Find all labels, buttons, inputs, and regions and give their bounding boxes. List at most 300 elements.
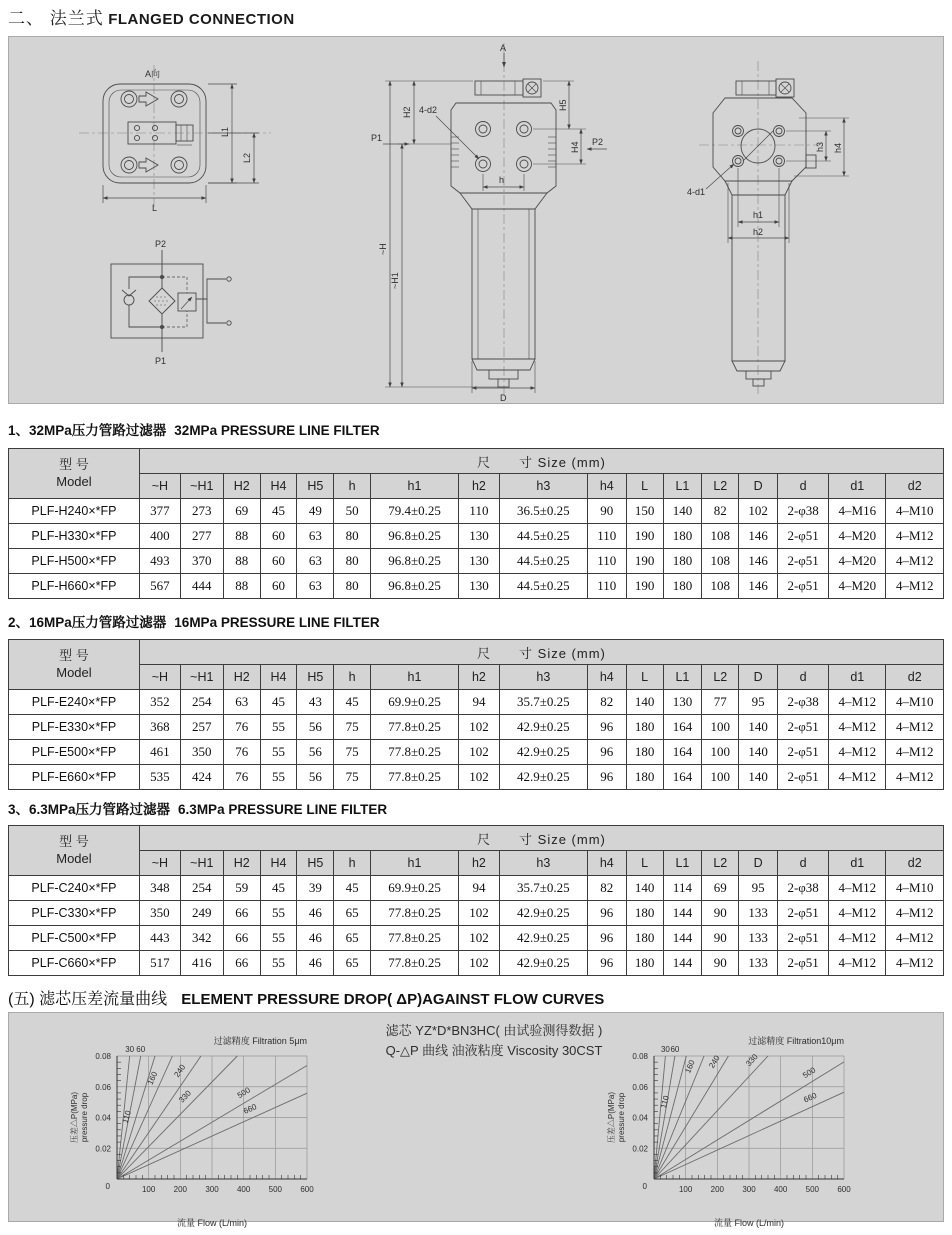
table-cell: 144 (663, 926, 702, 951)
table-cell: 44.5±0.25 (499, 549, 587, 574)
table-cell: 370 (180, 549, 223, 574)
col-header: h (334, 665, 371, 690)
dim-label-h2: h2 (753, 227, 764, 237)
table-cell: 180 (663, 549, 702, 574)
technical-drawing (9, 37, 943, 403)
model-cell: PLF-E330×*FP (9, 715, 140, 740)
table-cell: 90 (702, 901, 739, 926)
model-cell: PLF-E660×*FP (9, 765, 140, 790)
page-title-zh: 二、 法兰式 (8, 9, 104, 28)
table-cell: 36.5±0.25 (499, 499, 587, 524)
svg-text:200: 200 (173, 1185, 188, 1194)
table-cell: 35.7±0.25 (499, 876, 587, 901)
size-header: 尺 寸 Size (mm) (139, 449, 943, 474)
table-cell: 46 (297, 951, 334, 976)
col-header: h4 (587, 665, 626, 690)
table-cell: 45 (260, 690, 297, 715)
svg-text:流量 Flow (L/min): 流量 Flow (L/min) (713, 1218, 785, 1228)
dim-label-H4: H4 (570, 141, 580, 153)
svg-text:500: 500 (801, 1065, 818, 1081)
table-cell: 164 (663, 715, 702, 740)
table-cell: 69 (702, 876, 739, 901)
svg-text:0.04: 0.04 (95, 1113, 111, 1123)
col-header: h4 (587, 474, 626, 499)
col-header: h3 (499, 474, 587, 499)
table-cell: 348 (139, 876, 180, 901)
table-cell: 140 (739, 740, 778, 765)
table-row (9, 926, 944, 951)
col-header: d (778, 474, 829, 499)
table-cell: 4–M16 (829, 499, 886, 524)
table-cell: 535 (139, 765, 180, 790)
col-header: d2 (886, 474, 944, 499)
table-cell: 4–M12 (886, 901, 944, 926)
col-header: L1 (663, 665, 702, 690)
dimension-table-16mpa (8, 639, 944, 790)
table-cell: 75 (334, 765, 371, 790)
table-cell: 140 (626, 690, 663, 715)
table-row (9, 715, 944, 740)
svg-text:100: 100 (141, 1185, 156, 1194)
table-cell: 60 (260, 524, 297, 549)
svg-text:300: 300 (205, 1185, 219, 1194)
front-view (383, 43, 607, 397)
col-header: h1 (371, 474, 459, 499)
col-header: d1 (829, 665, 886, 690)
table-cell: 77.8±0.25 (371, 951, 459, 976)
curves-note-line1: 滤芯 YZ*D*BN3HC( 由试验测得数据 ) (385, 1023, 603, 1038)
col-header: ~H1 (180, 474, 223, 499)
table-cell: 416 (180, 951, 223, 976)
table1-caption-en: 32MPa PRESSURE LINE FILTER (174, 423, 380, 438)
table-cell: 88 (223, 524, 260, 549)
col-header: H4 (260, 665, 297, 690)
svg-text:压差△P(MPa): 压差△P(MPa) (607, 1091, 616, 1144)
table-cell: 96 (587, 765, 626, 790)
table-cell: 96 (587, 740, 626, 765)
callout-4-d1: 4-d1 (687, 187, 706, 197)
table-cell: 444 (180, 574, 223, 599)
table-cell: 130 (458, 574, 499, 599)
model-cell: PLF-E500×*FP (9, 740, 140, 765)
table-cell: 2-φ51 (778, 549, 829, 574)
table-cell: 2-φ38 (778, 876, 829, 901)
table-cell: 461 (139, 740, 180, 765)
dim-label-L2: L2 (242, 152, 252, 163)
table-cell: 90 (702, 951, 739, 976)
table-cell: 130 (663, 690, 702, 715)
table-cell: 4–M10 (886, 876, 944, 901)
table-cell: 44.5±0.25 (499, 524, 587, 549)
col-header: L1 (663, 851, 702, 876)
table-cell: 102 (458, 926, 499, 951)
table-cell: 4–M20 (829, 574, 886, 599)
svg-text:30: 30 (660, 1045, 670, 1054)
col-header: d2 (886, 665, 944, 690)
col-header: D (739, 474, 778, 499)
col-header: H4 (260, 851, 297, 876)
table-cell: 108 (702, 524, 739, 549)
col-header: L (626, 851, 663, 876)
table-cell: 56 (297, 765, 334, 790)
table-cell: 180 (626, 740, 663, 765)
table-cell: 190 (626, 549, 663, 574)
svg-text:660: 660 (242, 1102, 259, 1116)
model-cell: PLF-H500×*FP (9, 549, 140, 574)
svg-text:压差△P(MPa): 压差△P(MPa) (70, 1091, 79, 1144)
svg-text:0.04: 0.04 (632, 1113, 648, 1123)
table-cell: 42.9±0.25 (499, 715, 587, 740)
col-header: L2 (702, 474, 739, 499)
model-cell: PLF-C500×*FP (9, 926, 140, 951)
table-cell: 180 (626, 715, 663, 740)
table-cell: 69.9±0.25 (371, 690, 459, 715)
schematic-port-p2: P2 (155, 239, 167, 249)
table-cell: 90 (702, 926, 739, 951)
table-cell: 4–M12 (886, 574, 944, 599)
table-cell: 254 (180, 876, 223, 901)
col-header: L2 (702, 665, 739, 690)
table-cell: 108 (702, 549, 739, 574)
page-title-en: FLANGED CONNECTION (108, 11, 295, 28)
table-cell: 4–M12 (886, 549, 944, 574)
table-cell: 342 (180, 926, 223, 951)
table-cell: 59 (223, 876, 260, 901)
svg-text:0.06: 0.06 (632, 1082, 648, 1092)
svg-text:0.08: 0.08 (632, 1052, 648, 1061)
col-header: h3 (499, 665, 587, 690)
table-cell: 146 (739, 524, 778, 549)
table-cell: 39 (297, 876, 334, 901)
table-cell: 4–M12 (829, 715, 886, 740)
table-cell: 75 (334, 715, 371, 740)
model-cell: PLF-H240×*FP (9, 499, 140, 524)
table-cell: 45 (334, 876, 371, 901)
table-cell: 352 (139, 690, 180, 715)
port-label-p2: P2 (592, 137, 604, 147)
table-row (9, 901, 944, 926)
svg-text:240: 240 (707, 1053, 722, 1070)
table-cell: 4–M12 (886, 926, 944, 951)
col-header: h2 (458, 851, 499, 876)
svg-text:400: 400 (236, 1185, 251, 1194)
table-cell: 4–M12 (829, 901, 886, 926)
table-cell: 77.8±0.25 (371, 765, 459, 790)
table-cell: 80 (334, 574, 371, 599)
col-header: H5 (297, 474, 334, 499)
table3-caption (8, 798, 387, 818)
table-cell: 43 (297, 690, 334, 715)
table-cell: 63 (297, 549, 334, 574)
table-row (9, 951, 944, 976)
table-cell: 94 (458, 690, 499, 715)
table-cell: 2-φ51 (778, 574, 829, 599)
col-header: H2 (223, 474, 260, 499)
table-cell: 2-φ51 (778, 901, 829, 926)
svg-text:330: 330 (177, 1088, 193, 1105)
model-cell: PLF-C330×*FP (9, 901, 140, 926)
col-header: d1 (829, 851, 886, 876)
table-row (9, 524, 944, 549)
side-view (699, 61, 849, 395)
table-cell: 493 (139, 549, 180, 574)
table-row (9, 549, 944, 574)
table-cell: 110 (458, 499, 499, 524)
table-cell: 4–M20 (829, 549, 886, 574)
col-header-model (9, 640, 140, 690)
svg-text:600: 600 (837, 1185, 851, 1194)
table3-caption-zh: 3、6.3MPa压力管路过滤器 (8, 802, 171, 817)
table-cell: 180 (663, 524, 702, 549)
table-cell: 63 (223, 690, 260, 715)
curves-note-line2: Q-△P 曲线 油液粘度 Viscosity 30CST (385, 1043, 603, 1059)
table-cell: 102 (458, 715, 499, 740)
table-cell: 96.8±0.25 (371, 574, 459, 599)
table-cell: 144 (663, 901, 702, 926)
table-cell: 100 (702, 715, 739, 740)
table-cell: 180 (626, 765, 663, 790)
table-cell: 82 (587, 690, 626, 715)
table-cell: 277 (180, 524, 223, 549)
callout-4-d2: 4-d2 (419, 105, 438, 115)
table-cell: 4–M20 (829, 524, 886, 549)
svg-text:0: 0 (105, 1182, 110, 1191)
table-cell: 2-φ38 (778, 499, 829, 524)
table-cell: 2-φ51 (778, 951, 829, 976)
svg-text:240: 240 (172, 1062, 188, 1079)
table-cell: 4–M12 (886, 524, 944, 549)
col-header: h (334, 474, 371, 499)
table-cell: 66 (223, 926, 260, 951)
table-cell: 69 (223, 499, 260, 524)
table-cell: 4–M12 (886, 715, 944, 740)
svg-text:200: 200 (710, 1185, 725, 1194)
dim-label-L1: L1 (220, 126, 230, 137)
table-cell: 110 (587, 524, 626, 549)
dim-label-h4: h4 (833, 142, 843, 153)
table-cell: 79.4±0.25 (371, 499, 459, 524)
table-cell: 96 (587, 926, 626, 951)
table2-caption-zh: 2、16MPa压力管路过滤器 (8, 615, 167, 630)
table-cell: 77 (702, 690, 739, 715)
dim-label-h: h (499, 175, 505, 185)
svg-text:660: 660 (802, 1090, 819, 1105)
table-cell: 368 (139, 715, 180, 740)
table-cell: 146 (739, 549, 778, 574)
table-cell: 140 (739, 715, 778, 740)
schematic-port-p1: P1 (155, 356, 167, 366)
table1-caption-zh: 1、32MPa压力管路过滤器 (8, 423, 167, 438)
col-header: d (778, 665, 829, 690)
table-cell: 180 (663, 574, 702, 599)
svg-text:110: 110 (120, 1109, 133, 1125)
dimension-table-6-3mpa (8, 825, 944, 976)
table-cell: 254 (180, 690, 223, 715)
table2-caption (8, 611, 380, 631)
table-cell: 108 (702, 574, 739, 599)
model-header-zh: 型 号 (59, 648, 89, 664)
header-row (9, 640, 944, 665)
table-cell: 44.5±0.25 (499, 574, 587, 599)
table2-caption-en: 16MPa PRESSURE LINE FILTER (174, 615, 380, 630)
table-cell: 180 (626, 951, 663, 976)
table-cell: 4–M12 (829, 926, 886, 951)
svg-text:0.06: 0.06 (95, 1082, 111, 1092)
table-cell: 95 (739, 876, 778, 901)
table-cell: 273 (180, 499, 223, 524)
table-cell: 35.7±0.25 (499, 690, 587, 715)
dim-label-H5: H5 (558, 99, 568, 111)
table-cell: 130 (458, 524, 499, 549)
header-row (9, 474, 944, 499)
table-cell: 180 (626, 926, 663, 951)
table-cell: 4–M10 (886, 499, 944, 524)
table-cell: 65 (334, 926, 371, 951)
table-cell: 96.8±0.25 (371, 549, 459, 574)
svg-text:0.08: 0.08 (95, 1052, 111, 1061)
col-header: L1 (663, 474, 702, 499)
dim-label-L: L (152, 203, 158, 213)
table-cell: 377 (139, 499, 180, 524)
col-header: H2 (223, 851, 260, 876)
table-cell: 257 (180, 715, 223, 740)
table1-caption (8, 419, 380, 439)
table-cell: 77.8±0.25 (371, 740, 459, 765)
table-cell: 65 (334, 901, 371, 926)
svg-text:0.02: 0.02 (95, 1144, 111, 1154)
svg-text:60: 60 (136, 1045, 146, 1054)
svg-text:160: 160 (145, 1070, 160, 1087)
table-row (9, 765, 944, 790)
col-header: L (626, 665, 663, 690)
table-cell: 102 (458, 951, 499, 976)
svg-text:500: 500 (268, 1185, 283, 1194)
col-header: d (778, 851, 829, 876)
table-cell: 60 (260, 574, 297, 599)
table-cell: 95 (739, 690, 778, 715)
table-cell: 4–M10 (886, 690, 944, 715)
table-cell: 55 (260, 926, 297, 951)
table-cell: 4–M12 (886, 951, 944, 976)
table-cell: 180 (626, 901, 663, 926)
table-cell: 4–M12 (829, 876, 886, 901)
svg-text:330: 330 (744, 1052, 760, 1069)
table-cell: 96 (587, 715, 626, 740)
svg-text:300: 300 (742, 1185, 756, 1194)
table-cell: 2-φ51 (778, 715, 829, 740)
table-cell: 4–M12 (829, 690, 886, 715)
table-cell: 190 (626, 574, 663, 599)
svg-text:过滤精度 Filtration 5μm: 过滤精度 Filtration 5μm (213, 1036, 307, 1046)
col-header: h3 (499, 851, 587, 876)
col-header: ~H (139, 851, 180, 876)
svg-text:400: 400 (773, 1185, 788, 1194)
table-cell: 102 (458, 901, 499, 926)
table-cell: 150 (626, 499, 663, 524)
table-cell: 42.9±0.25 (499, 765, 587, 790)
table-cell: 76 (223, 715, 260, 740)
table-cell: 350 (139, 901, 180, 926)
table-cell: 2-φ51 (778, 926, 829, 951)
table-row (9, 574, 944, 599)
col-header: L (626, 474, 663, 499)
table-cell: 567 (139, 574, 180, 599)
section-arrow-label-a: A (500, 43, 507, 53)
model-header-en: Model (56, 664, 92, 680)
svg-text:30: 30 (125, 1045, 135, 1054)
table-cell: 46 (297, 901, 334, 926)
svg-text:pressure drop: pressure drop (617, 1092, 626, 1143)
table-cell: 77.8±0.25 (371, 901, 459, 926)
table-row (9, 690, 944, 715)
table-cell: 4–M12 (829, 740, 886, 765)
table-cell: 94 (458, 876, 499, 901)
table-cell: 133 (739, 926, 778, 951)
table-cell: 49 (297, 499, 334, 524)
dimension-table-32mpa (8, 448, 944, 599)
page-title (8, 4, 295, 29)
dim-label-h1: h1 (753, 210, 764, 220)
table-cell: 2-φ51 (778, 524, 829, 549)
table-cell: 90 (587, 499, 626, 524)
col-header: d2 (886, 851, 944, 876)
table-cell: 443 (139, 926, 180, 951)
dim-label-D: D (500, 393, 507, 403)
table-cell: 2-φ51 (778, 765, 829, 790)
col-header: H4 (260, 474, 297, 499)
table-cell: 82 (587, 876, 626, 901)
col-header-model (9, 826, 140, 876)
dim-label-h3: h3 (815, 141, 825, 152)
table-cell: 4–M12 (886, 740, 944, 765)
table-cell: 55 (260, 951, 297, 976)
model-cell: PLF-C240×*FP (9, 876, 140, 901)
table-cell: 45 (260, 499, 297, 524)
svg-text:pressure drop: pressure drop (80, 1092, 89, 1143)
model-header-zh: 型 号 (59, 834, 89, 850)
svg-text:0: 0 (642, 1182, 647, 1191)
col-header: ~H1 (180, 851, 223, 876)
table-cell: 110 (587, 549, 626, 574)
table-row (9, 499, 944, 524)
table-cell: 96.8±0.25 (371, 524, 459, 549)
table-cell: 77.8±0.25 (371, 926, 459, 951)
table-cell: 102 (458, 765, 499, 790)
col-header: D (739, 665, 778, 690)
table-cell: 102 (739, 499, 778, 524)
model-cell: PLF-E240×*FP (9, 690, 140, 715)
col-header: H5 (297, 665, 334, 690)
table-cell: 63 (297, 524, 334, 549)
table-cell: 146 (739, 574, 778, 599)
table-cell: 133 (739, 951, 778, 976)
table-cell: 80 (334, 524, 371, 549)
svg-text:600: 600 (300, 1185, 314, 1194)
flow-curve-chart-10um (598, 1030, 908, 1230)
table-cell: 249 (180, 901, 223, 926)
table-cell: 114 (663, 876, 702, 901)
chart-svg (61, 1030, 371, 1230)
table-cell: 75 (334, 740, 371, 765)
model-header-zh: 型 号 (59, 457, 89, 473)
table-cell: 424 (180, 765, 223, 790)
dim-label-tilde-H: ~H (378, 243, 388, 255)
model-cell: PLF-H660×*FP (9, 574, 140, 599)
table-cell: 2-φ51 (778, 740, 829, 765)
col-header: ~H (139, 665, 180, 690)
table-cell: 133 (739, 901, 778, 926)
table-cell: 4–M12 (886, 765, 944, 790)
